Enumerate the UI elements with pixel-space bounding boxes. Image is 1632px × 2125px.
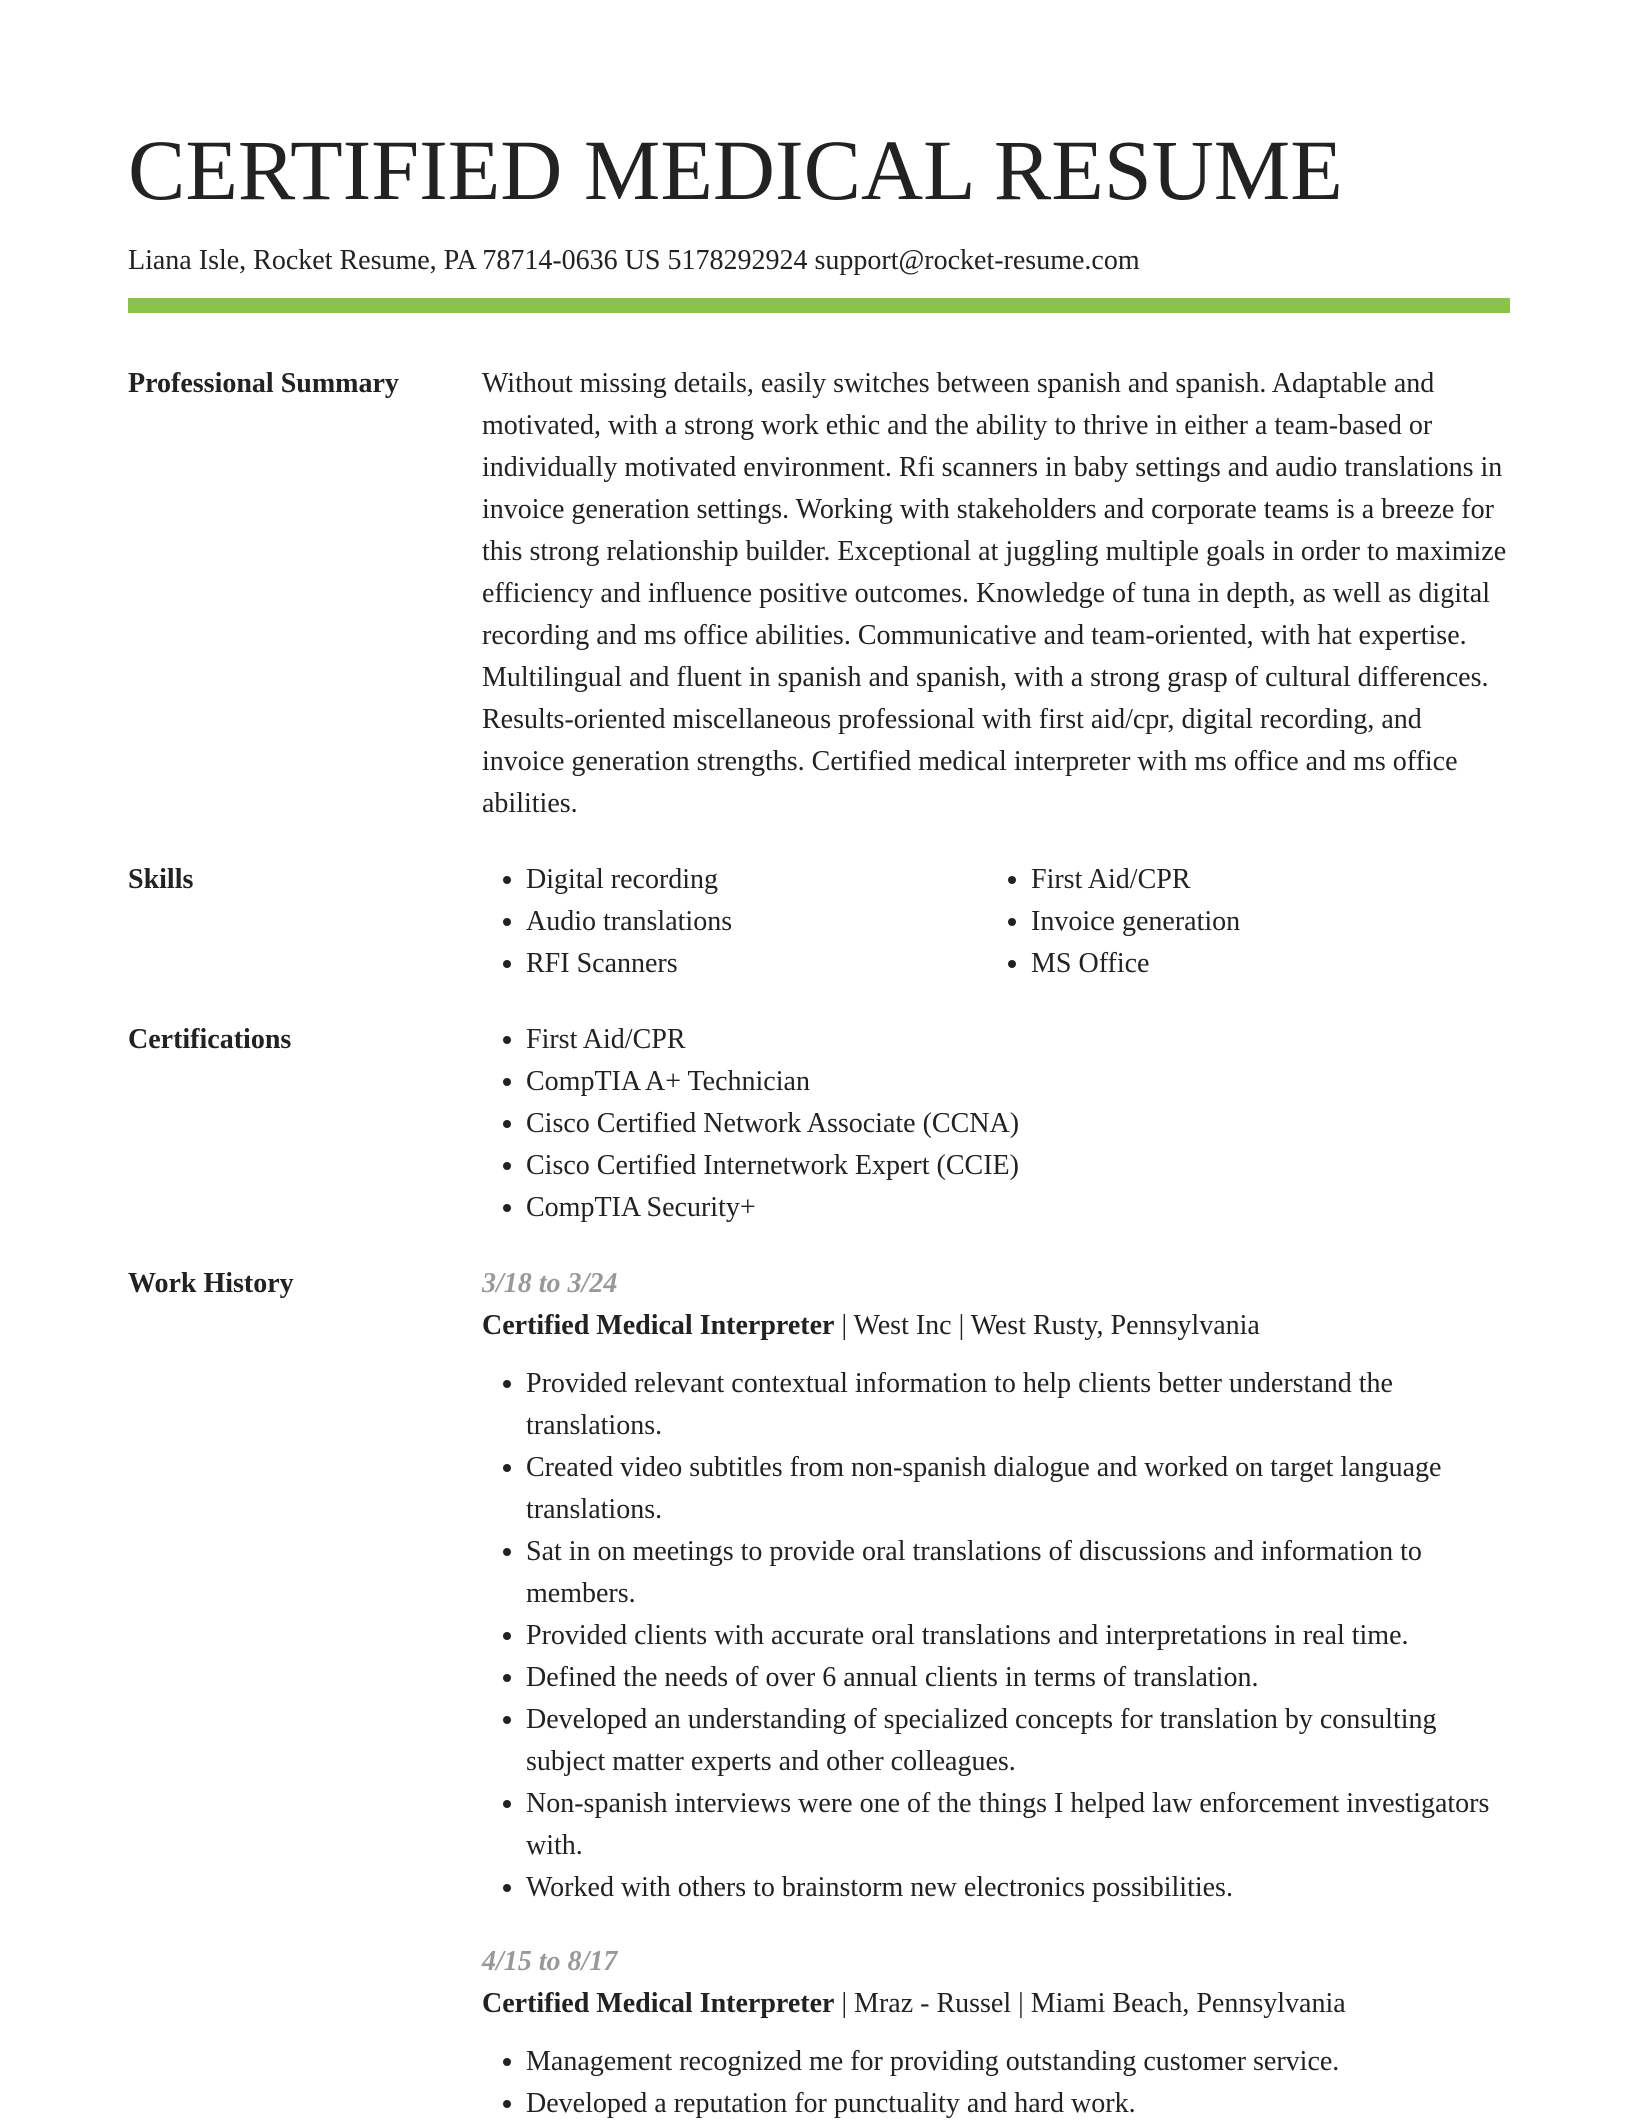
job-heading bbox=[482, 1983, 1510, 2025]
certifications-body bbox=[482, 1019, 1510, 1229]
certifications-list bbox=[482, 1019, 1510, 1229]
job-entry bbox=[482, 1263, 1510, 1909]
skill-item: • MS Office bbox=[1031, 943, 1492, 985]
job-details: | West Inc | West Rusty, Pennsylvania bbox=[834, 1310, 1260, 1341]
contact-line: Liana Isle, Rocket Resume, PA 78714-0636 US 5178292924 support@rocket-resume.com bbox=[128, 245, 1140, 276]
summary-body bbox=[482, 363, 1510, 825]
job-bullet: • Sat in on meetings to provide oral translations of discussions and information to members. bbox=[526, 1531, 1510, 1615]
job-bullets bbox=[482, 2041, 1510, 2125]
certification-item: • First Aid/CPR bbox=[526, 1019, 1510, 1061]
work-history-section bbox=[128, 1263, 1510, 2125]
job-title: Certified Medical Interpreter bbox=[482, 1310, 835, 1341]
certification-item: • CompTIA Security+ bbox=[526, 1187, 1510, 1229]
job-date: 4/15 to 8/17 bbox=[482, 1946, 618, 1977]
job-bullet: • Created video subtitles from non-spanish dialogue and worked on target language translations. bbox=[526, 1447, 1510, 1531]
skill-item: • Invoice generation bbox=[1031, 901, 1492, 943]
certifications-label: Certifications bbox=[128, 1024, 292, 1055]
skill-item: • First Aid/CPR bbox=[1031, 859, 1492, 901]
skill-item: • RFI Scanners bbox=[526, 943, 987, 985]
resume-page bbox=[128, 0, 1510, 2125]
work-history-label: Work History bbox=[128, 1268, 294, 1299]
skills-column-right bbox=[987, 859, 1492, 985]
job-bullets bbox=[482, 1363, 1510, 1909]
skills-column-left bbox=[482, 859, 987, 985]
resume-title: CERTIFIED MEDICAL RESUME bbox=[128, 122, 1343, 218]
job-date: 3/18 to 3/24 bbox=[482, 1268, 618, 1299]
summary-label: Professional Summary bbox=[128, 368, 399, 399]
skills-label: Skills bbox=[128, 864, 194, 895]
job-bullet: • Worked with others to brainstorm new electronics possibilities. bbox=[526, 1867, 1510, 1909]
job-details: | Mraz - Russel | Miami Beach, Pennsylvania bbox=[834, 1988, 1346, 2019]
job-bullet: • Provided relevant contextual information to help clients better understand the translations. bbox=[526, 1363, 1510, 1447]
certifications-section bbox=[128, 1019, 1510, 1229]
accent-divider bbox=[128, 298, 1510, 313]
summary-section bbox=[128, 363, 1510, 825]
certification-item: • Cisco Certified Network Associate (CCNA) bbox=[526, 1103, 1510, 1145]
summary-text: Without missing details, easily switches between spanish and spanish. Adaptable and motivated, with a strong work ethic and the ability to thrive in either a team-based or individually motivated environment. Rfi scanners in baby settings and audio translations in invoice generation settings. Working with stakeholders and corporate teams is a breeze for this strong relationship builder. Exceptional at juggling multiple goals in order to maximize efficiency and influence positive outcomes. Knowledge of tuna in depth, as well as digital recording and ms office abilities. Communicative and team-oriented, with hat expertise. Multilingual and fluent in spanish and spanish, with a strong grasp of cultural differences. Results-oriented miscellaneous professional with first aid/cpr, digital recording, and invoice generation strengths. Certified medical interpreter with ms office and ms office abilities. bbox=[482, 368, 1507, 819]
job-title: Certified Medical Interpreter bbox=[482, 1988, 835, 2019]
job-bullet: • Management recognized me for providing outstanding customer service. bbox=[526, 2041, 1510, 2083]
job-bullet: • Developed an understanding of specialized concepts for translation by consulting subject matter experts and other colleagues. bbox=[526, 1699, 1510, 1783]
certification-item: • CompTIA A+ Technician bbox=[526, 1061, 1510, 1103]
work-history-body bbox=[482, 1263, 1510, 2125]
skill-item: • Audio translations bbox=[526, 901, 987, 943]
job-bullet: • Non-spanish interviews were one of the things I helped law enforcement investigators with. bbox=[526, 1783, 1510, 1867]
skill-item: • Digital recording bbox=[526, 859, 987, 901]
certification-item: • Cisco Certified Internetwork Expert (CCIE) bbox=[526, 1145, 1510, 1187]
job-bullet: • Defined the needs of over 6 annual clients in terms of translation. bbox=[526, 1657, 1510, 1699]
skills-list bbox=[482, 859, 1510, 985]
skills-section bbox=[128, 859, 1510, 985]
job-heading bbox=[482, 1305, 1510, 1347]
job-bullet: • Provided clients with accurate oral translations and interpretations in real time. bbox=[526, 1615, 1510, 1657]
job-bullet: • Developed a reputation for punctuality and hard work. bbox=[526, 2083, 1510, 2125]
job-entry bbox=[482, 1941, 1510, 2125]
